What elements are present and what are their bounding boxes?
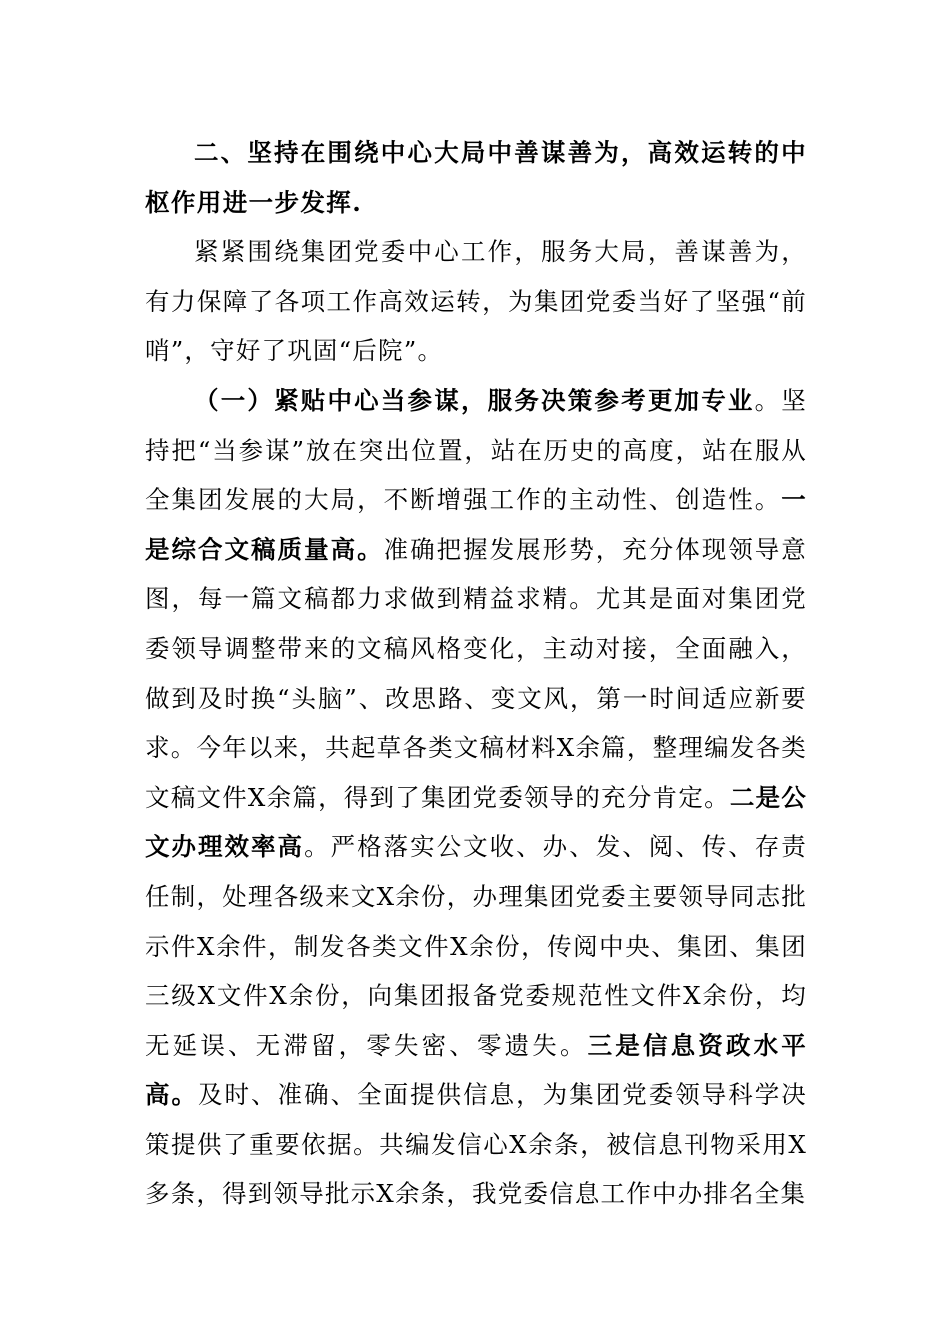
intro-paragraph: 紧紧围绕集团党委中心工作，服务大局，善谋善为，有力保障了各项工作高效运转，为集团党委当好了坚强“前哨”，守好了巩固“后院”。 bbox=[145, 237, 807, 366]
point-2-text: 。严格落实公文收、办、发、阅、传、存责任制，处理各级来文X余份，办理集团党委主要领导同志批示件X余件，制发各类文件X余份，传阅中央、集团、集团三级X文件X余份，向集团报备党委规范性文件X余份，均无延误、无滞留，零失密、零遗失。 bbox=[145, 832, 807, 1060]
section-1-title: （一）紧贴中心当参谋，服务决策参考更加专业 bbox=[194, 385, 755, 415]
point-1-text: 准确把握发展形势，充分体现领导意图，每一篇文稿都力求做到精益求精。尤其是面对集团党委领导调整带来的文稿风格变化，主动对接，全面融入，做到及时换“头脑”、改思路、变文风，第一时间适应新要求。今年以来，共起草各类文稿材料X余篇，整理编发各类文稿文件X余篇，得到了集团党委领导的充分肯定。 bbox=[145, 534, 807, 812]
section-1-lead: 。坚持把“当参谋”放在突出位置，站在历史的高度，站在服从全集团发展的大局，不断增强工作的主动性、创造性。 bbox=[145, 385, 807, 515]
section-1-paragraph bbox=[145, 376, 807, 1219]
document-body bbox=[145, 128, 807, 1219]
point-3-title: 三是信息资政水平高。 bbox=[145, 1030, 807, 1110]
point-1-title: 一是综合文稿质量高。 bbox=[145, 485, 807, 564]
point-2-title: 二是公文办理效率高 bbox=[145, 782, 807, 862]
point-3-text: 及时、准确、全面提供信息，为集团党委领导科学决策提供了重要依据。共编发信心X余条，被信息刊物采用X多条，得到领导批示X余条，我党委信息工作中办排名全集 bbox=[145, 1080, 807, 1209]
section-heading: 二、坚持在围绕中心大局中善谋善为，高效运转的中枢作用进一步发挥. bbox=[145, 138, 807, 217]
